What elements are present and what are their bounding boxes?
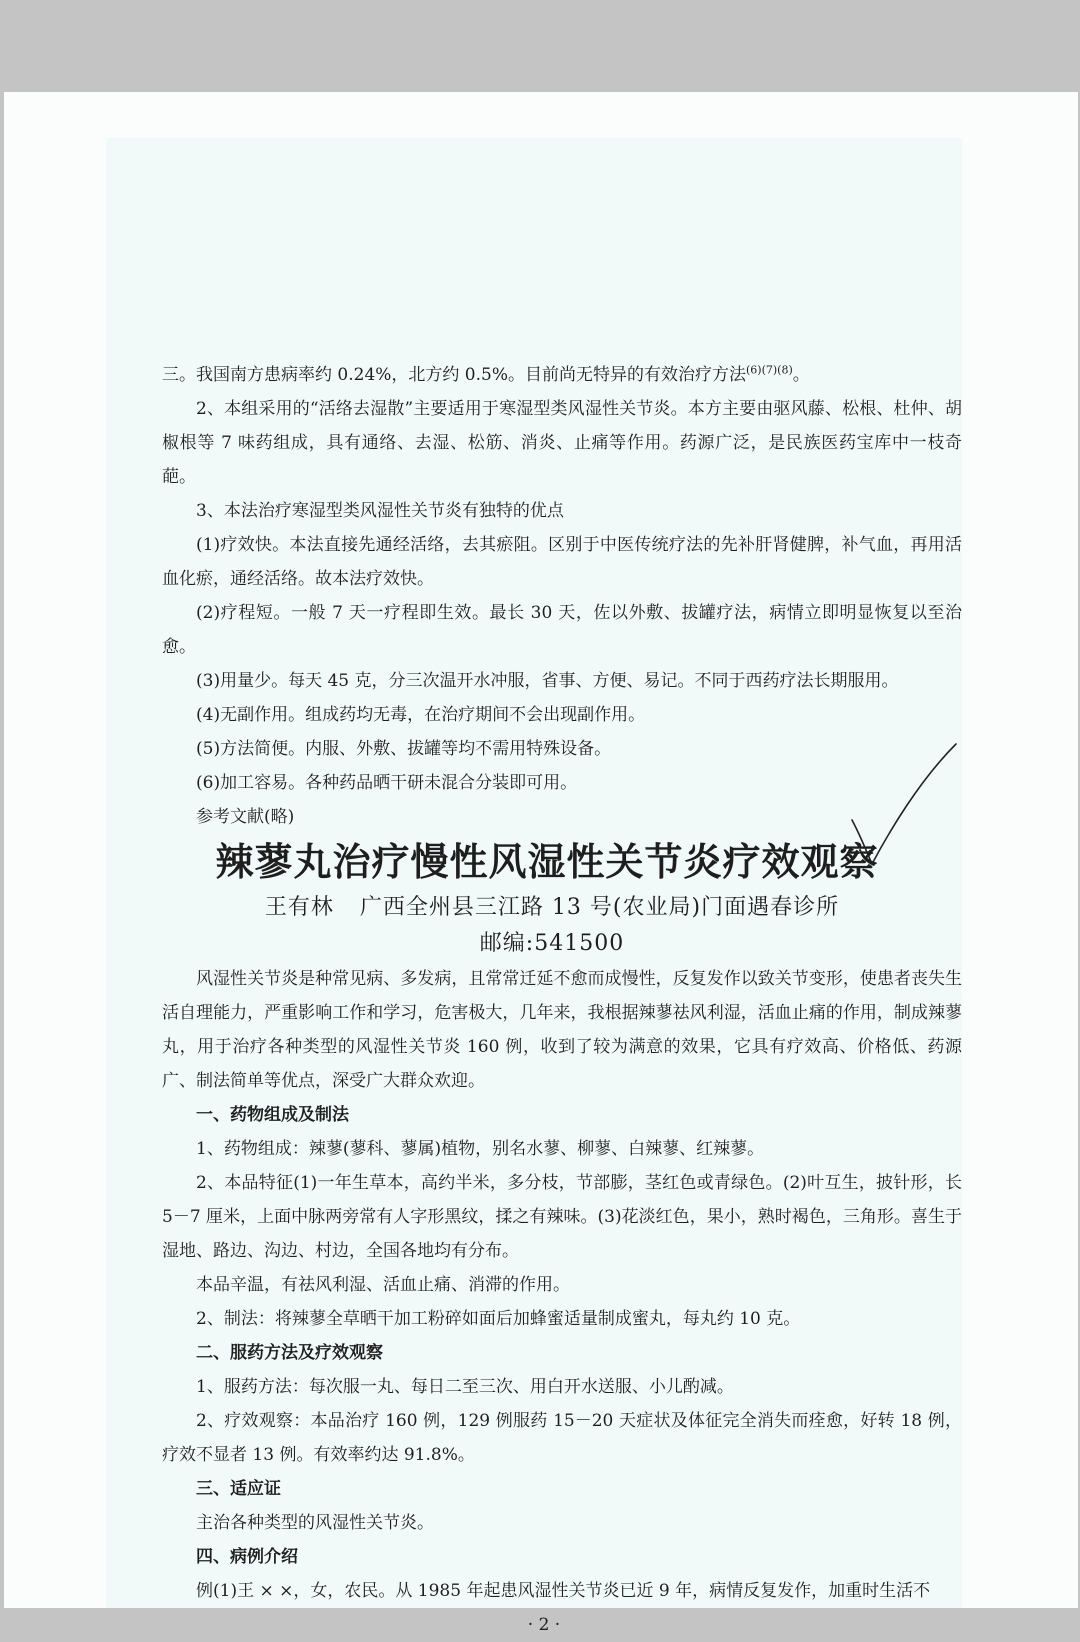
paragraph-formula: 2、本组采用的“活络去湿散”主要适用于寒湿型类风湿性关节炎。本方主要由驱风藤、松根、杜仲、胡椒根等 7 味药组成，具有通络、去湿、松筋、消炎、止痛等作用。药源广泛，是民族医药宝库中一枝奇葩。 [162,399,962,487]
continued-paragraph [162,358,962,392]
sec2-efficacy: 2、疗效观察：本品治疗 160 例，129 例服药 15－20 天症状及体征完全消失而痊愈，好转 18 例，疗效不显者 13 例。有效率约达 91.8%。 [162,1411,962,1465]
sec3-indication: 主治各种类型的风湿性关节炎。 [196,1513,434,1533]
document-body [162,358,962,1642]
byline [162,890,962,926]
section-heading-3: 三、适应证 [196,1479,281,1499]
sec1-composition: 1、药物组成：辣蓼(蓼科、蓼属)植物，别名水蓼、柳蓼、白辣蓼、红辣蓼。 [196,1139,765,1159]
section-heading-4: 四、病例介绍 [196,1547,298,1567]
advantage-item-5: (5)方法简便。内服、外敷、拔罐等均不需用特殊设备。 [196,739,612,759]
postcode: 邮编:541500 [479,931,625,956]
author-name: 王有林 [264,895,334,920]
citation-superscript: (6)(7)(8) [746,363,793,377]
sec2-dosage: 1、服药方法：每次服一丸、每日二至三次、用白开水送服、小儿酌减。 [196,1377,734,1397]
checkmark-annotation-icon [850,740,960,870]
intro-paragraph: 风湿性关节炎是种常见病、多发病，且常常迁延不愈而成慢性，反复发作以致关节变形，使患者丧失生活自理能力，严重影响工作和学习，危害极大，几年来，我根据辣蓼祛风利湿，活血止痛的作用，制成辣蓼丸，用于治疗各种类型的风湿性关节炎 160 例，收到了较为满意的效果，它具有疗效高、价格低、药源广、制法简单等优点，深受广大群众欢迎。 [162,969,962,1091]
advantage-item-6: (6)加工容易。各种药品晒干研未混合分装即可用。 [196,773,578,793]
sec1-features: 2、本品特征(1)一年生草本，高约半米，多分枝，节部膨，茎红色或青绿色。(2)叶互生，披针形，长 5－7 厘米，上面中脉两旁常有人字形黑纹，揉之有辣味。(3)花淡红色，果小，熟时褐色，三角形。喜生于湿地、路边、沟边、村边，全国各地均有分布。 [162,1173,962,1261]
advantage-item-1: (1)疗效快。本法直接先通经活络，去其瘀阻。区别于中医传统疗法的先补肝肾健脾，补气血，再用活血化瘀，通经活络。故本法疗效快。 [162,535,962,589]
advantage-item-4: (4)无副作用。组成药均无毒，在治疗期间不会出现副作用。 [196,705,646,725]
line-prevalence: 三。我国南方患病率约 0.24%，北方约 0.5%。目前尚无特异的有效治疗方法 [162,365,747,385]
article-title: 辣蓼丸治疗慢性风湿性关节炎疗效观察 [215,839,879,884]
sec1-preparation: 2、制法：将辣蓼全草晒干加工粉碎如面后加蜂蜜适量制成蜜丸，每丸约 10 克。 [196,1309,801,1329]
paragraph-advantages-heading: 3、本法治疗寒湿型类风湿性关节炎有独特的优点 [196,501,564,521]
sec1-properties: 本品辛温，有祛风利湿、活血止痛、消滞的作用。 [196,1275,570,1295]
section-heading-1: 一、药物组成及制法 [196,1105,349,1125]
section-heading-2: 二、服药方法及疗效观察 [196,1343,383,1363]
line-end-mark: 。 [792,365,810,385]
references-note: 参考文献(略) [196,807,295,827]
advantage-item-2: (2)疗程短。一般 7 天一疗程即生效。最长 30 天，佐以外敷、拔罐疗法，病情立即明显恢复以至治愈。 [162,603,962,657]
sec4-case-1: 例(1)王 × ×，女，农民。从 1985 年起患风湿性关节炎已近 9 年，病情反复发作，加重时生活不 [196,1581,931,1601]
advantage-item-3: (3)用量少。每天 45 克，分三次温开水冲服，省事、方便、易记。不同于西药疗法长期服用。 [196,671,899,691]
author-affiliation: 广西全州县三江路 13 号(农业局)门面遇春诊所 [359,895,840,920]
page-number: · 2 · [527,1615,561,1635]
